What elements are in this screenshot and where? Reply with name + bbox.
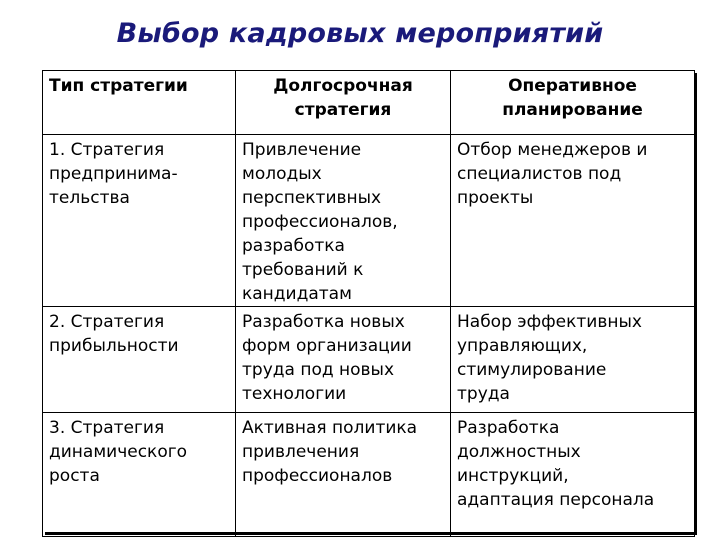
- table-cell: 3. Стратегия динамического роста: [43, 413, 236, 537]
- header-long-term: Долгосрочная стратегия: [236, 71, 451, 135]
- strategy-table: [42, 70, 695, 537]
- table-cell: Разработка должностных инструкций, адаптация персонала: [451, 413, 695, 537]
- table-cell: Привлечение молодых перспективных профессионалов, разработка требований к кандидатам: [236, 135, 451, 307]
- header-strategy-type: Тип стратегии: [43, 71, 236, 135]
- table-cell: Набор эффективных управляющих, стимулирование труда: [451, 307, 695, 413]
- table-cell: 1. Стратегия предпринима- тельства: [43, 135, 236, 307]
- strategy-table-container: [42, 70, 694, 532]
- table-cell: 2. Стратегия прибыльности: [43, 307, 236, 413]
- header-operational: Оперативное планирование: [451, 71, 695, 135]
- table-cell: Активная политика привлечения профессионалов: [236, 413, 451, 537]
- table-cell: Разработка новых форм организации труда под новых технологии: [236, 307, 451, 413]
- page-title: Выбор кадровых мероприятий: [116, 18, 604, 49]
- table-row: [43, 135, 695, 307]
- table-row: [43, 307, 695, 413]
- table-cell: Отбор менеджеров и специалистов под проекты: [451, 135, 695, 307]
- table-header-row: [43, 71, 695, 135]
- table-row: [43, 413, 695, 537]
